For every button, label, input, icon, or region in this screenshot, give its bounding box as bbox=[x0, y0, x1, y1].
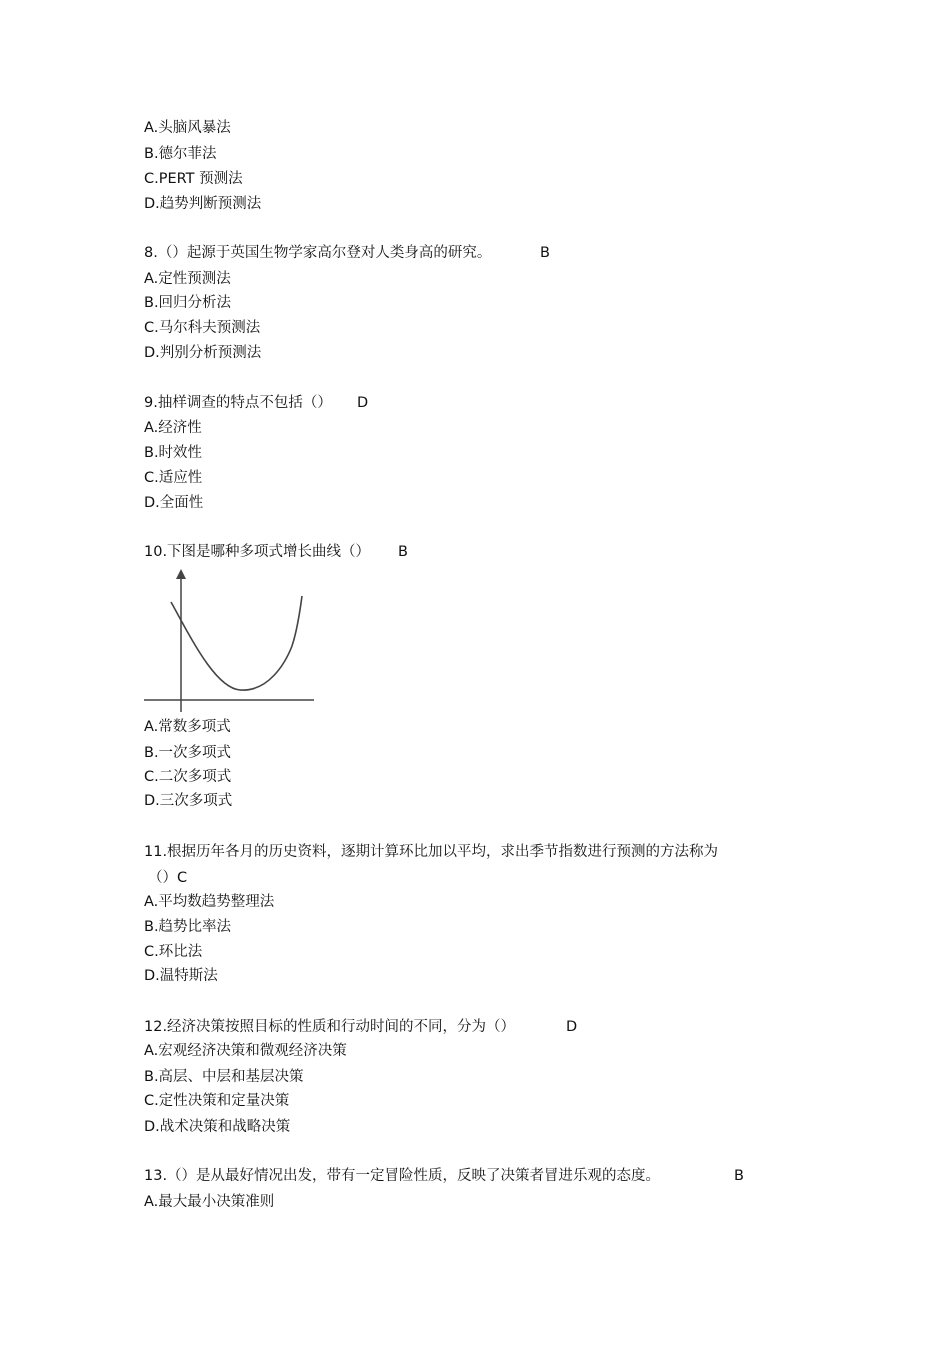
y-axis-arrow-icon bbox=[176, 569, 186, 579]
q10-stem: 10.下图是哪种多项式增长曲线（） bbox=[144, 544, 371, 560]
q12-option-a: A.宏观经济决策和微观经济决策 bbox=[144, 1043, 347, 1059]
q9-stem: 9.抽样调查的特点不包括（） bbox=[144, 395, 332, 411]
q9-answer: D bbox=[357, 395, 369, 411]
q7-option-b: B.德尔菲法 bbox=[144, 146, 217, 162]
q10-answer: B bbox=[398, 544, 408, 560]
q12-option-c: C.定性决策和定量决策 bbox=[144, 1093, 290, 1109]
q11-option-c: C.环比法 bbox=[144, 944, 203, 960]
q11-stem-continued: （） bbox=[148, 870, 177, 886]
q8-stem: 8.（）起源于英国生物学家高尔登对人类身高的研究。 bbox=[144, 245, 492, 261]
q10-option-d: D.三次多项式 bbox=[144, 793, 233, 809]
q9-option-b: B.时效性 bbox=[144, 445, 203, 461]
q12-option-d: D.战术决策和战略决策 bbox=[144, 1119, 291, 1135]
q10-option-a: A.常数多项式 bbox=[144, 719, 231, 735]
q13-answer: B bbox=[734, 1168, 744, 1184]
q11-option-d: D.温特斯法 bbox=[144, 968, 218, 984]
q8-option-b: B.回归分析法 bbox=[144, 295, 232, 311]
q9-option-d: D.全面性 bbox=[144, 495, 204, 511]
q10-option-c: C.二次多项式 bbox=[144, 769, 232, 785]
polynomial-curve-figure bbox=[140, 566, 320, 716]
q7-option-d: D.趋势判断预测法 bbox=[144, 196, 262, 212]
q13-stem: 13.（）是从最好情况出发，带有一定冒险性质，反映了决策者冒进乐观的态度。 bbox=[144, 1168, 661, 1184]
q12-option-b: B.高层、中层和基层决策 bbox=[144, 1069, 304, 1085]
q11-answer: C bbox=[177, 870, 188, 886]
q8-option-d: D.判别分析预测法 bbox=[144, 345, 262, 361]
q12-answer: D bbox=[566, 1019, 578, 1035]
figure-axes bbox=[144, 569, 314, 712]
q11-option-a: A.平均数趋势整理法 bbox=[144, 894, 275, 910]
q11-stem: 11.根据历年各月的历史资料，逐期计算环比加以平均，求出季节指数进行预测的方法称为 bbox=[144, 844, 719, 860]
q9-option-c: C.适应性 bbox=[144, 470, 203, 486]
q12-stem: 12.经济决策按照目标的性质和行动时间的不同，分为（） bbox=[144, 1019, 516, 1035]
q9-option-a: A.经济性 bbox=[144, 420, 202, 436]
q11-option-b: B.趋势比率法 bbox=[144, 919, 232, 935]
q8-answer: B bbox=[540, 245, 550, 261]
q10-option-b: B.一次多项式 bbox=[144, 745, 232, 761]
q7-option-a: A.头脑风暴法 bbox=[144, 120, 231, 136]
growth-curve bbox=[171, 596, 302, 690]
q8-option-a: A.定性预测法 bbox=[144, 271, 231, 287]
q13-option-a: A.最大最小决策准则 bbox=[144, 1194, 275, 1210]
q8-option-c: C.马尔科夫预测法 bbox=[144, 320, 261, 336]
q7-option-c: C.PERT 预测法 bbox=[144, 171, 243, 187]
